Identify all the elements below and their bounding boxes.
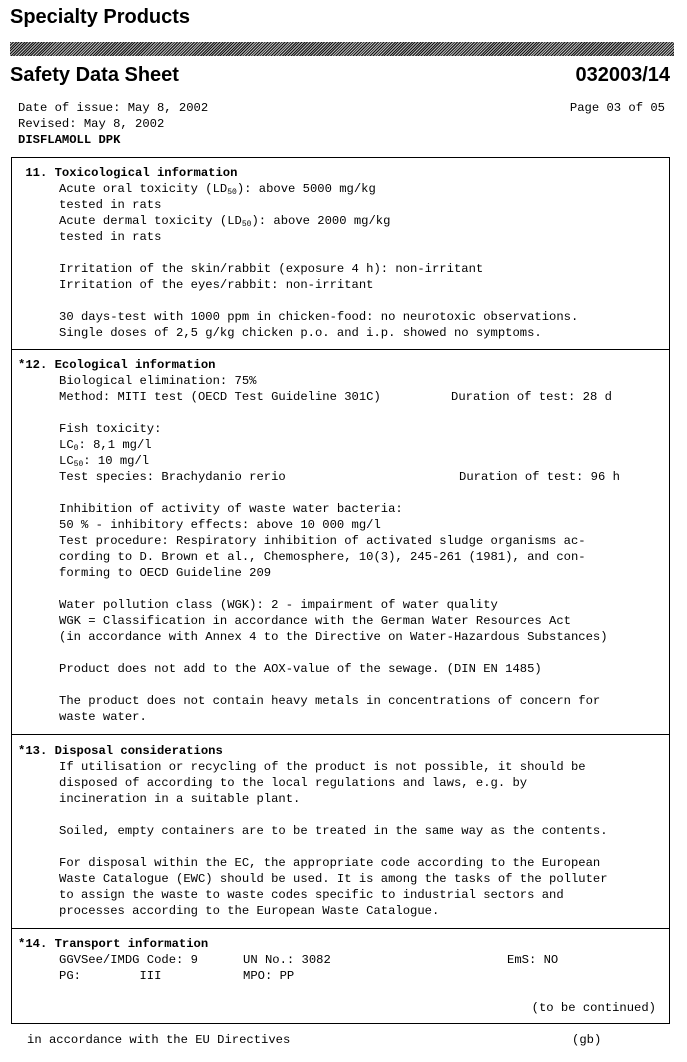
test-procedure: forming to OECD Guideline 209 — [59, 566, 272, 580]
footer-directive: in accordance with the EU Directives — [27, 1033, 291, 1047]
header-hatch-bar — [10, 42, 674, 56]
ewc-paragraph: processes according to the European Waste Catalogue. — [59, 904, 440, 918]
ems-code: EmS: NO — [507, 953, 559, 967]
section-title: 11. Toxicological information — [18, 166, 238, 180]
days-test: 30 days-test with 1000 ppm in chicken-food: no neurotoxic observations. — [59, 310, 579, 324]
lc0-value: $LC_0$: 8,1 mg/l — [59, 438, 152, 453]
heavy-metals: waste water. — [59, 710, 147, 724]
section-14-transport — [11, 928, 670, 1024]
acute-dermal-toxicity: Acute dermal toxicity $(LD_{50})$: above 2000 mg/kg — [59, 214, 391, 229]
mpo-code: MPO: PP — [243, 969, 295, 983]
test-duration: Duration of test: 96 h — [459, 470, 620, 484]
test-procedure: Test procedure: Respiratory inhibition of activated sludge organisms ac- — [59, 534, 586, 548]
test-species: Test species: Brachydanio rerio — [59, 470, 286, 484]
test-method: Method: MITI test (OECD Test Guideline 301C) — [59, 390, 381, 404]
ggvsee-imdg-code: GGVSee/IMDG Code: 9 — [59, 953, 198, 967]
section-11-toxicological — [11, 157, 670, 350]
water-pollution-class: Water pollution class (WGK): 2 - impairment of water quality — [59, 598, 498, 612]
un-number: UN No.: 3082 — [243, 953, 331, 967]
wgk-annex: (in accordance with Annex 4 to the Directive on Water-Hazardous Substances) — [59, 630, 608, 644]
document-number: 032003/14 — [575, 64, 670, 86]
skin-irritation: Irritation of the skin/rabbit (exposure 4 h): non-irritant — [59, 262, 484, 276]
section-title: *13. Disposal considerations — [18, 744, 223, 758]
lc50-value: $LC_{50}$: 10 mg/l — [59, 454, 150, 469]
ewc-paragraph: to assign the waste to waste codes specific to industrial sectors and — [59, 888, 564, 902]
section-title: *12. Ecological information — [18, 358, 216, 372]
inhibitory-effects: 50 % - inhibitory effects: above 10 000 mg/l — [59, 518, 381, 532]
section-13-disposal — [11, 734, 670, 929]
bacteria-inhibition: Inhibition of activity of waste water bacteria: — [59, 502, 403, 516]
test-procedure: cording to D. Brown et al., Chemosphere, 10(3), 245-261 (1981), and con- — [59, 550, 586, 564]
disposal-paragraph: incineration in a suitable plant. — [59, 792, 301, 806]
packing-group: PG: III — [59, 969, 162, 983]
fish-toxicity: Fish toxicity: — [59, 422, 162, 436]
heavy-metals: The product does not contain heavy metals in concentrations of concern for — [59, 694, 601, 708]
section-12-ecological — [11, 349, 670, 735]
footer-language: (gb) — [572, 1033, 602, 1047]
continued-note: (to be continued) — [531, 1001, 656, 1015]
containers-paragraph: Soiled, empty containers are to be treated in the same way as the contents. — [59, 824, 608, 838]
ewc-paragraph: For disposal within the EC, the appropriate code according to the European — [59, 856, 601, 870]
page-number: Page 03 of 05 — [569, 101, 665, 115]
eye-irritation: Irritation of the eyes/rabbit: non-irritant — [59, 278, 374, 292]
acute-oral-toxicity: Acute oral toxicity $(LD_{50})$: above 5000 mg/kg — [59, 182, 376, 197]
date-of-issue: Date of issue: May 8, 2002 — [18, 101, 209, 115]
disposal-paragraph: disposed of according to the local regulations and laws, e.g. by — [59, 776, 528, 790]
disposal-paragraph: If utilisation or recycling of the product is not possible, it should be — [59, 760, 586, 774]
section-title: *14. Transport information — [18, 937, 209, 951]
product-name: DISFLAMOLL DPK — [18, 133, 121, 147]
tested-in-rats: tested in rats — [59, 198, 162, 212]
company-name: Specialty Products — [10, 6, 191, 28]
test-duration: Duration of test: 28 d — [451, 390, 612, 404]
revised-date: Revised: May 8, 2002 — [18, 117, 165, 131]
document-title: Safety Data Sheet — [10, 64, 179, 86]
tested-in-rats: tested in rats — [59, 230, 162, 244]
ewc-paragraph: Waste Catalogue (EWC) should be used. It is among the tasks of the polluter — [59, 872, 608, 886]
aox-statement: Product does not add to the AOX-value of the sewage. (DIN EN 1485) — [59, 662, 542, 676]
wgk-classification: WGK = Classification in accordance with the German Water Resources Act — [59, 614, 571, 628]
single-doses: Single doses of 2,5 g/kg chicken p.o. and i.p. showed no symptoms. — [59, 326, 542, 340]
biological-elimination: Biological elimination: 75% — [59, 374, 257, 388]
